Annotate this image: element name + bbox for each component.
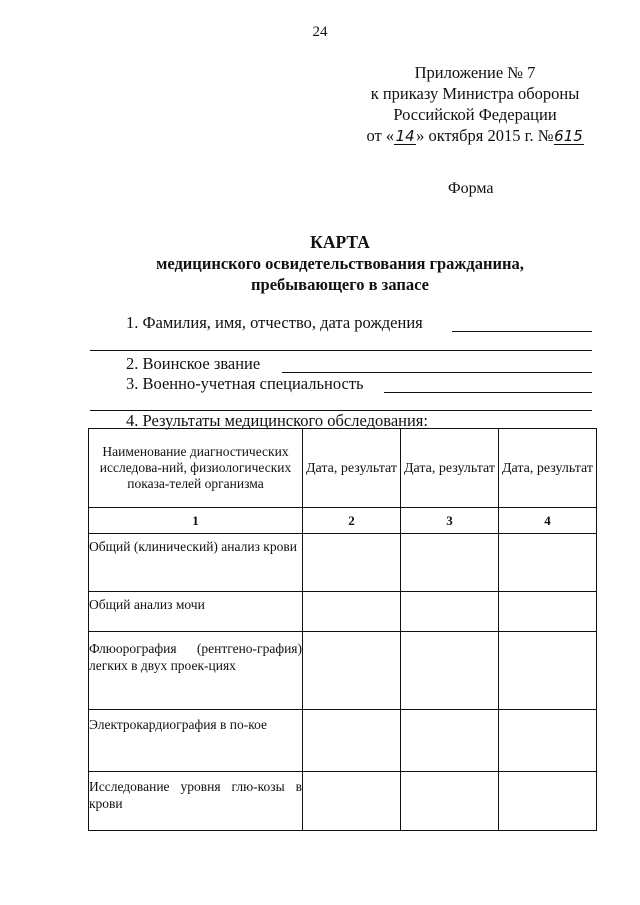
result-cell	[499, 632, 597, 710]
date-prefix: от «	[366, 126, 395, 145]
specialty-blank-line	[384, 392, 592, 393]
result-cell	[401, 592, 499, 632]
header-date-result-1: Дата, результат	[303, 429, 401, 508]
appendix-line-1: Приложение № 7	[414, 63, 536, 82]
table-header-row	[89, 429, 597, 508]
date-middle: » октября 2015 г. №	[416, 126, 554, 145]
test-name: Общий анализ мочи	[89, 597, 205, 612]
test-name-cell	[89, 632, 303, 710]
appendix-block	[330, 62, 620, 146]
full-name-blank-line-2	[90, 350, 592, 351]
table-row	[89, 592, 597, 632]
result-cell	[401, 772, 499, 831]
page-number: 24	[312, 24, 328, 40]
result-cell	[303, 534, 401, 592]
title-line-3: пребывающего в запасе	[251, 275, 429, 294]
test-name-cell	[89, 534, 303, 592]
full-name-blank-line	[452, 331, 592, 332]
test-name: Исследование уровня глю-козы в крови	[89, 779, 302, 811]
column-number-2: 2	[303, 508, 401, 534]
result-cell	[499, 710, 597, 772]
result-cell	[303, 772, 401, 831]
result-cell	[401, 534, 499, 592]
field-rank-label: 2. Воинское звание	[126, 354, 261, 373]
table-row	[89, 772, 597, 831]
column-number-3: 3	[401, 508, 499, 534]
header-test-name: Наименование диагностических исследова-ний, физиологических показа-телей организма	[89, 429, 303, 508]
field-full-name-label: 1. Фамилия, имя, отчество, дата рождения	[126, 313, 423, 332]
test-name: Флюорография (рентгено-графия) легких в двух проек-циях	[89, 641, 302, 673]
result-cell	[499, 534, 597, 592]
header-date-result-3: Дата, результат	[499, 429, 597, 508]
document-title	[80, 232, 600, 295]
result-cell	[401, 632, 499, 710]
rank-blank-line	[282, 372, 592, 373]
title-line-1: КАРТА	[310, 232, 370, 252]
test-name-cell	[89, 772, 303, 831]
table-row	[89, 632, 597, 710]
table-row	[89, 534, 597, 592]
test-name-cell	[89, 710, 303, 772]
title-line-2: медицинского освидетельствования гражданина,	[156, 254, 524, 273]
result-cell	[499, 772, 597, 831]
table-row	[89, 710, 597, 772]
result-cell	[401, 710, 499, 772]
appendix-date-line	[330, 125, 620, 146]
appendix-line-2: к приказу Министра обороны	[370, 84, 580, 103]
result-cell	[303, 632, 401, 710]
result-cell	[303, 592, 401, 632]
result-cell	[499, 592, 597, 632]
form-label: Форма	[448, 180, 494, 197]
date-day-handwritten: 14	[395, 127, 415, 145]
test-name-cell	[89, 592, 303, 632]
column-number-1: 1	[89, 508, 303, 534]
order-number-handwritten: 615	[554, 127, 583, 145]
results-table	[88, 428, 597, 831]
appendix-line-3: Российской Федерации	[393, 105, 557, 124]
header-date-result-2: Дата, результат	[401, 429, 499, 508]
test-name: Электрокардиография в по-кое	[89, 717, 268, 732]
field-results-label: 4. Результаты медицинского обследования:	[126, 411, 428, 430]
column-number-4: 4	[499, 508, 597, 534]
column-number-row	[89, 508, 597, 534]
result-cell	[303, 710, 401, 772]
test-name: Общий (клинический) анализ крови	[89, 539, 297, 554]
field-specialty-label: 3. Военно-учетная специальность	[126, 374, 364, 393]
